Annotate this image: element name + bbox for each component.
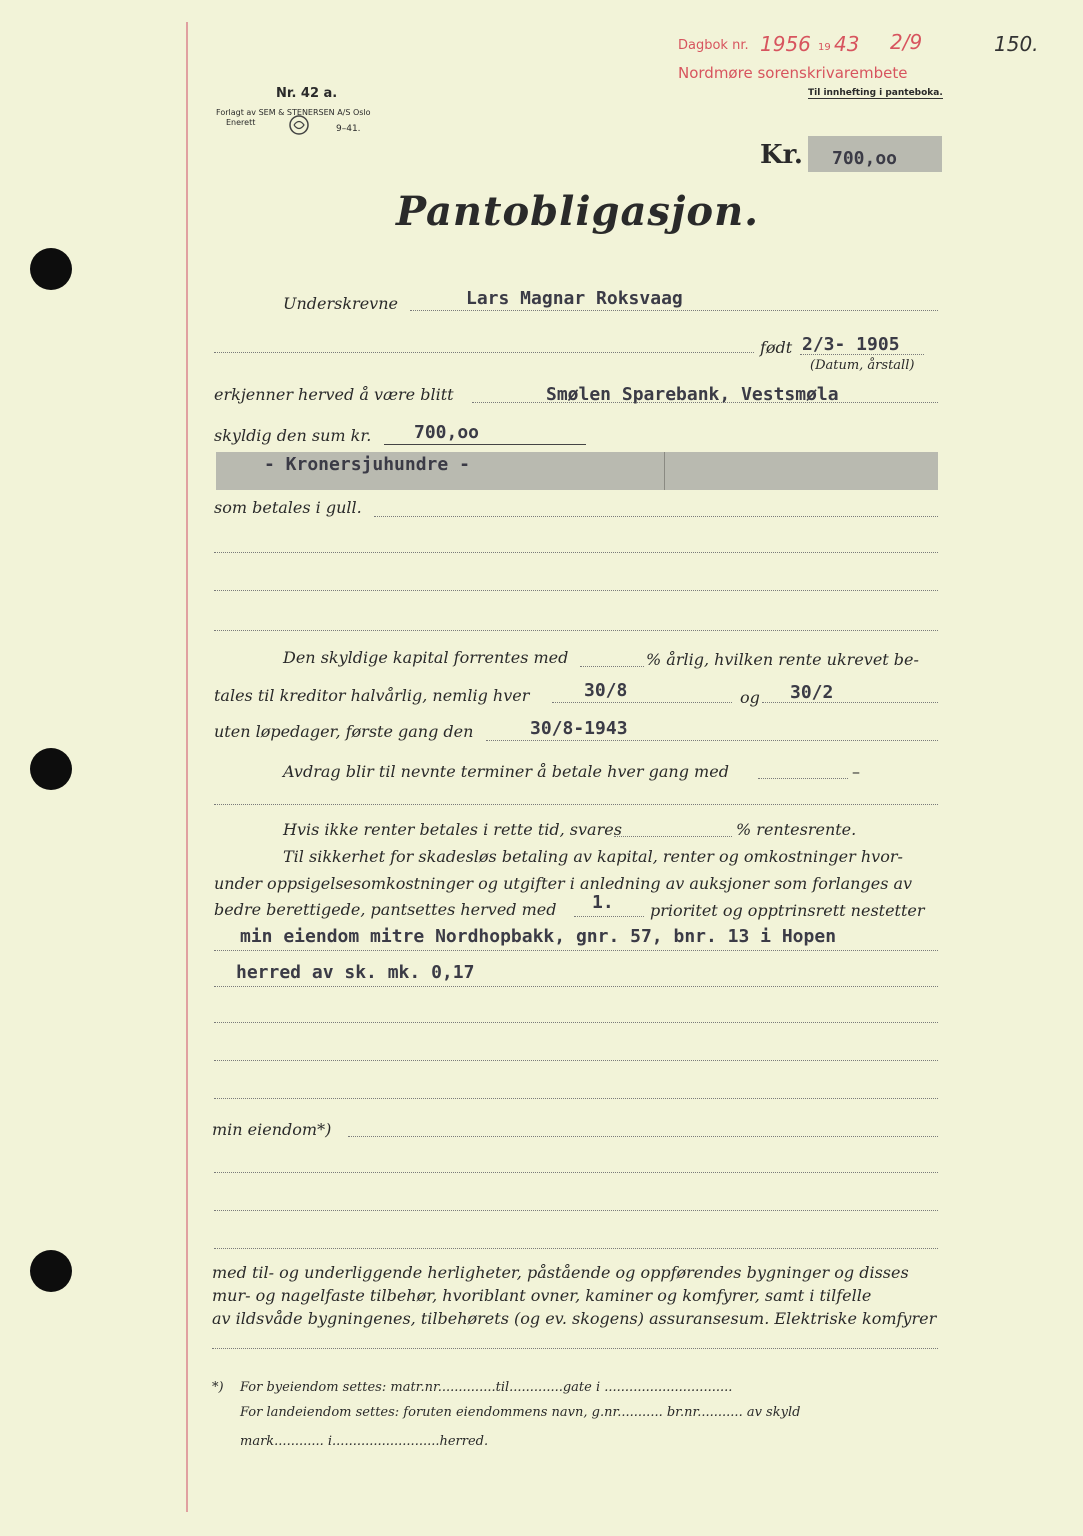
creditor-name: Smølen Sparebank, Vestsmøla [546, 384, 839, 405]
property-line-1: min eiendom mitre Nordhopbakk, gnr. 57, bnr. 13 i Hopen [240, 926, 837, 947]
appurtenance-line-3: av ildsvåde bygningenes, tilbehørets (og ev. skogens) assuransesum. Elektriske komfyrer [212, 1309, 937, 1328]
stamp-year-prefix: 19 [818, 42, 831, 53]
first-date-text: uten løpedager, første gang den [214, 722, 474, 741]
sum-words: - Kronersjuhundre - [264, 454, 470, 475]
stamp-dagbok-label: Dagbok nr. [678, 38, 749, 53]
priority-line [574, 916, 644, 917]
property-rule-1 [214, 950, 938, 951]
footnote-mark: *) [212, 1380, 224, 1395]
min-eiendom-line [348, 1136, 938, 1137]
term1-line [552, 702, 732, 703]
debtor-label: Underskrevne [283, 294, 398, 313]
publisher-rights: Enerett [226, 118, 256, 127]
document-title: Pantobligasjon. [396, 188, 760, 235]
amount-label: Kr. [760, 140, 803, 170]
term1-value: 30/8 [584, 680, 628, 701]
installment-line [758, 778, 848, 779]
gold-clause: som betales i gull. [214, 498, 362, 517]
creditor-label: erkjenner herved å være blitt [214, 385, 454, 404]
penalty-rate-line [614, 836, 732, 837]
footnote-line-2: For landeiendom settes: foruten eiendommens navn, g.nr........... br.nr........... av skyld [240, 1405, 801, 1420]
blank-line-6 [214, 1060, 938, 1061]
stamp-note: Til innhefting i panteboka. [808, 88, 943, 98]
punch-hole-middle [30, 748, 72, 790]
interest-text-a: Den skyldige kapital forrentes med [283, 648, 569, 667]
punch-hole-bottom [30, 1250, 72, 1292]
footnote-line-1: For byeiendom settes: matr.nr..............til.............gate i ............................... [240, 1380, 733, 1395]
publisher-logo [288, 114, 310, 136]
birth-hint: (Datum, årstall) [810, 358, 915, 373]
amount-value: 700,oo [832, 148, 898, 169]
property-rule-2 [214, 986, 938, 987]
blank-line-8 [214, 1172, 938, 1173]
debtor-line [410, 310, 938, 311]
sum-label: skyldig den sum kr. [214, 426, 372, 445]
payment-text: tales til kreditor halvårlig, nemlig hver [214, 686, 530, 705]
security-line-2: under oppsigelsesomkostninger og utgifter i anledning av auksjoner som forlanges av [214, 874, 913, 893]
interest-text-b: % årlig, hvilken rente ukrevet be- [646, 650, 919, 669]
birth-line [214, 352, 754, 353]
appurtenance-line-1: med til- og underliggende herligheter, påstående og oppførendes bygninger og disses [212, 1263, 909, 1282]
penalty-text-b: % rentesrente. [736, 820, 857, 839]
interest-rate-line [580, 666, 644, 667]
installment-dash: – [852, 762, 860, 781]
sum-words-divider [664, 452, 665, 490]
stamp-year: 43 [834, 32, 860, 56]
margin-rule [186, 22, 188, 1512]
blank-line-1 [214, 552, 938, 553]
birth-label: født [760, 338, 793, 357]
security-line-3a: bedre berettigede, pantsettes herved med [214, 900, 557, 919]
blank-line-5 [214, 1022, 938, 1023]
blank-line-11 [212, 1348, 938, 1349]
security-line-1: Til sikkerhet for skadesløs betaling av kapital, renter og omkostninger hvor- [283, 847, 903, 866]
footnote-line-3: mark............ i..........................herred. [240, 1434, 489, 1449]
priority-value: 1. [592, 892, 614, 913]
stamp-office: Nordmøre sorenskrivarembete [678, 64, 908, 82]
debtor-name: Lars Magnar Roksvaag [466, 288, 683, 309]
publisher-line: Forlagt av SEM & STENERSEN A/S Oslo [216, 108, 371, 117]
birth-date-line [800, 354, 924, 355]
blank-line-3 [214, 630, 938, 631]
appurtenance-line-2: mur- og nagelfaste tilbehør, hvoriblant ovner, kaminer og komfyrer, samt i tilfelle [212, 1286, 872, 1305]
publisher-date: 9–41. [336, 124, 361, 134]
blank-line-7 [214, 1098, 938, 1099]
form-number: Nr. 42 a. [276, 86, 338, 101]
blank-line-2 [214, 590, 938, 591]
sum-line [384, 444, 586, 445]
installment-text: Avdrag blir til nevnte terminer å betale hver gang med [283, 762, 729, 781]
min-eiendom-label: min eiendom*) [212, 1120, 332, 1139]
stamp-date: 2/9 [890, 30, 923, 54]
term2-value: 30/2 [790, 682, 834, 703]
property-line-2: herred av sk. mk. 0,17 [236, 962, 475, 983]
blank-line-9 [214, 1210, 938, 1211]
punch-hole-top [30, 248, 72, 290]
term-and: og [740, 688, 760, 707]
birth-date: 2/3- 1905 [802, 334, 900, 355]
first-date-value: 30/8-1943 [530, 718, 628, 739]
sum-value: 700,oo [414, 422, 480, 443]
term2-line [762, 702, 938, 703]
stamp-dagbok-number: 1956 [760, 32, 811, 56]
first-date-line [486, 740, 938, 741]
penalty-text-a: Hvis ikke renter betales i rette tid, svares [283, 820, 622, 839]
security-line-3b: prioritet og opptrinsrett nestetter [650, 901, 925, 920]
blank-line-10 [214, 1248, 938, 1249]
page-number: 150. [994, 32, 1039, 56]
blank-line-4 [214, 804, 938, 805]
gold-line [374, 516, 938, 517]
